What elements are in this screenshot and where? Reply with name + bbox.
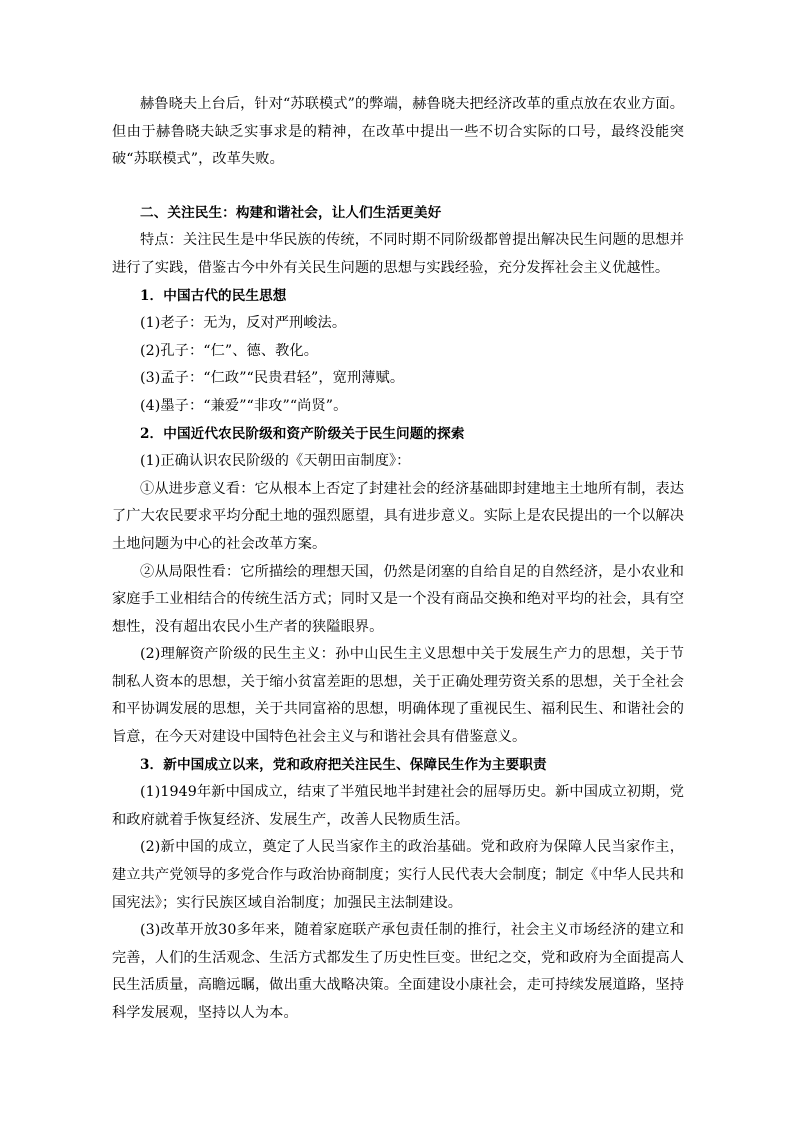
- progress-significance-paragraph: ①从进步意义看：它从根本上否定了封建社会的经济基础即封建地主土地所有制，表达了广大农民要求平均分配土地的强烈愿望，具有进步意义。实际上是农民提出的一个以解决土地问题为中心的社会改革方案。: [112, 480, 684, 552]
- ancient-thought-item: (1)老子：无为，反对严刑峻法。: [140, 315, 347, 332]
- minsheng-doctrine-paragraph: (2)理解资产阶级的民生主义：孙中山民生主义思想中关于发展生产力的思想，关于节制私人资本的思想，关于缩小贫富差距的思想，关于正确处理劳资关系的思想，关于全社会和平协调发展的思想，关于共同富裕的思想，明确体现了重视民生、福利民生、和谐社会的旨意，在今天对建设中国特色社会主义与和谐社会具有借鉴意义。: [112, 646, 684, 746]
- limitation-paragraph: ②从局限性看：它所描绘的理想天国，仍然是闭塞的自给自足的自然经济，是小农业和家庭手工业相结合的传统生活方式；同时又是一个没有商品交换和绝对平均的社会，具有空想性，没有超出农民小生产者的狭隘眼界。: [112, 563, 684, 635]
- ancient-thought-item: (2)孔子：“仁”、德、教化。: [140, 342, 318, 359]
- subsection-3-heading: 3．新中国成立以来，党和政府把关注民生、保障民生作为主要职责: [140, 756, 547, 773]
- intro-paragraph: 赫鲁晓夫上台后，针对“苏联模式”的弊端，赫鲁晓夫把经济改革的重点放在农业方面。但由于赫鲁晓夫缺乏实事求是的精神，在改革中提出一些不切合实际的口号，最终没能突破“苏联模式”，改革失败。: [112, 96, 684, 168]
- section-heading: 二、关注民生：构建和谐社会，让人们生活更美好: [140, 204, 442, 221]
- subsection-2-heading: 2．中国近代农民阶级和资产阶级关于民生问题的探索: [140, 425, 465, 442]
- section-features-paragraph: 特点：关注民生是中华民族的传统，不同时期不同阶级都曾提出解决民生问题的思想并进行了实践，借鉴古今中外有关民生问题的思想与实践经验，充分发挥社会主义优越性。: [112, 232, 684, 276]
- subsection-1-heading: 1．中国古代的民生思想: [140, 287, 287, 304]
- document-body: [112, 91, 684, 1028]
- new-china-paragraph: (2)新中国的成立，奠定了人民当家作主的政治基础。党和政府为保障人民当家作主，建立共产党领导的多党合作与政治协商制度；实行人民代表大会制度；制定《中华人民共和国宪法》；实行民族区域自治制度；加强民主法制建设。: [112, 839, 684, 911]
- ancient-thought-item: (4)墨子：“兼爱”“非攻”“尚贤”。: [140, 397, 348, 414]
- new-china-paragraph: (1)1949年新中国成立，结束了半殖民地半封建社会的屈辱历史。新中国成立初期，党和政府就着手恢复经济、发展生产，改善人民物质生活。: [112, 784, 684, 828]
- modern-exploration-item: (1)正确认识农民阶级的《天朝田亩制度》：: [140, 453, 411, 470]
- new-china-paragraph: (3)改革开放30多年来，随着家庭联产承包责任制的推行，社会主义市场经济的建立和完善，人们的生活观念、生活方式都发生了历史性巨变。世纪之交，党和政府为全面提高人民生活质量，高瞻远瞩，做出重大战略决策。全面建设小康社会，走可持续发展道路，坚持科学发展观，坚持以人为本。: [112, 922, 684, 1021]
- ancient-thought-item: (3)孟子：“仁政”“民贵君轻”，宽刑薄赋。: [140, 370, 405, 387]
